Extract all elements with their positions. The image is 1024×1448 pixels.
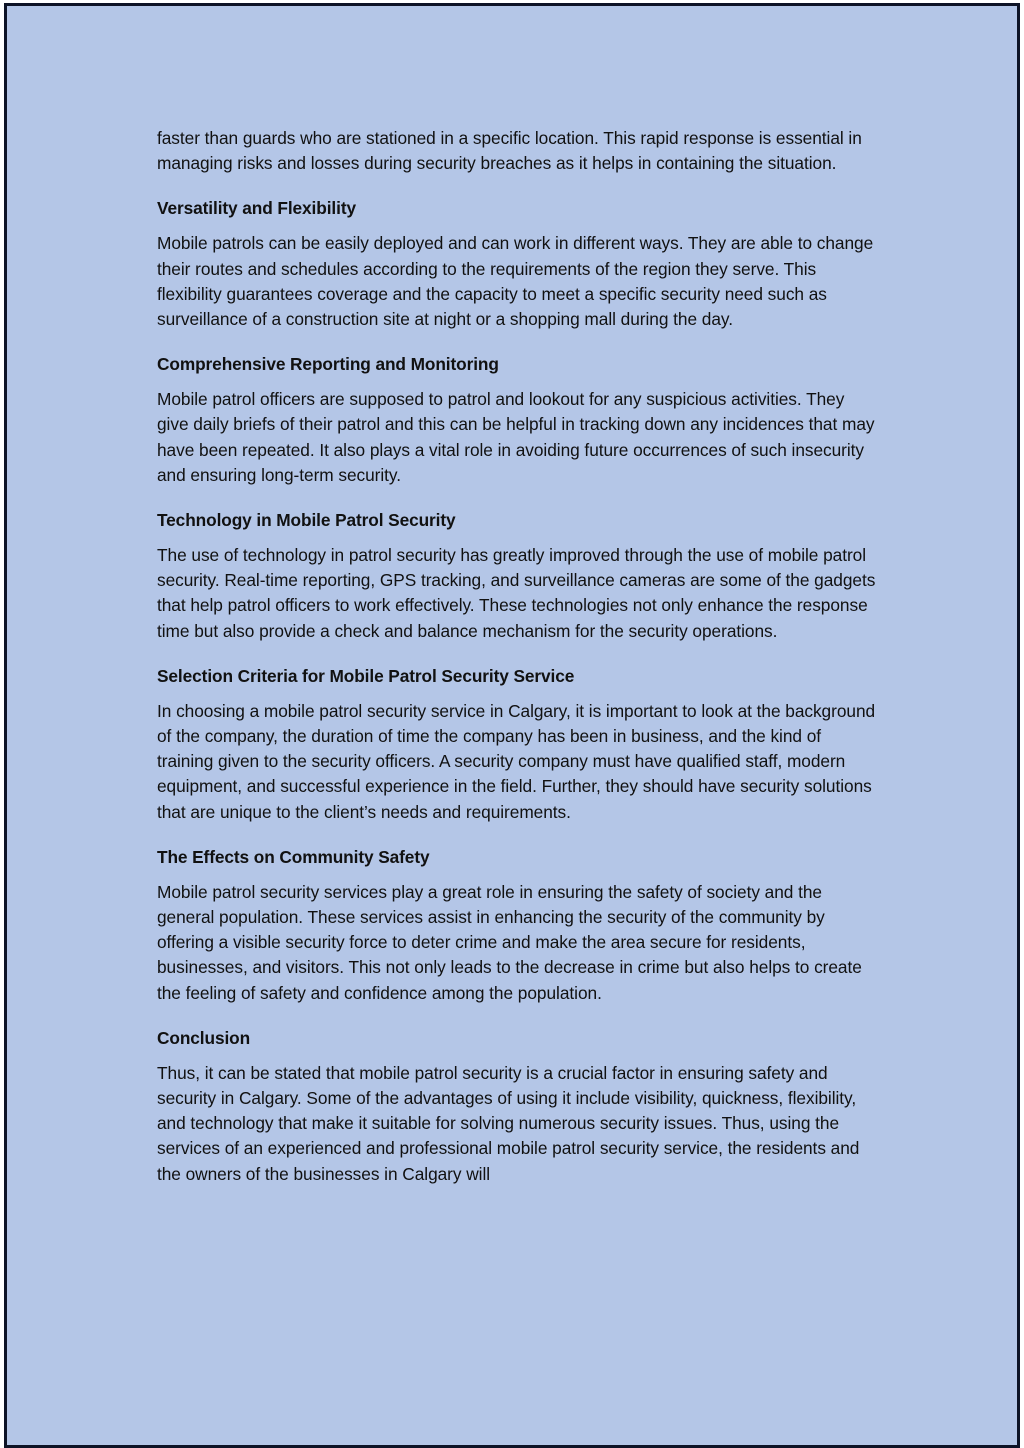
section-body-versatility: Mobile patrols can be easily deployed and can work in different ways. They are able to change their routes and schedules according to the requirements of the region they serve. This flexibility guarantees coverage and the capacity to meet a specific security need such as surveillance of a construction site at night or a shopping mall during the day. <box>157 233 874 330</box>
section-body-selection-criteria: In choosing a mobile patrol security service in Calgary, it is important to look at the background of the company, the duration of time the company has been in business, and the kind of training given to the security officers. A security company must have qualified staff, modern equipment, and successful experience in the field. Further, they should have security solutions that are unique to the client’s needs and requirements. <box>157 700 876 822</box>
section-heading-conclusion: Conclusion <box>157 1027 251 1048</box>
section-heading-reporting: Comprehensive Reporting and Monitoring <box>157 354 499 375</box>
section-body-reporting: Mobile patrol officers are supposed to patrol and lookout for any suspicious activities. They give daily briefs of their patrol and this can be helpful in tracking down any incidences that may have been repeated. It also plays a vital role in avoiding future occurrences of such insecurity and ensuring long-term security. <box>157 389 875 485</box>
section-heading-community-safety: The Effects on Community Safety <box>157 846 430 867</box>
section-heading-versatility: Versatility and Flexibility <box>157 198 356 219</box>
section-body-community-safety: Mobile patrol security services play a great role in ensuring the safety of society and the general population. These services assist in enhancing the security of the community by offering a visible security force to deter crime and make the area secure for residents, businesses, and visitors. This not only leads to the decrease in crime but also helps to create the feeling of safety and confidence among the population. <box>157 881 862 1003</box>
section-body-technology: The use of technology in patrol security has greatly improved through the use of mobile patrol security. Real-time reporting, GPS tracking, and surveillance cameras are some of the gadgets that help patrol officers to work effectively. These technologies not only enhance the response time but also provide a check and balance mechanism for the security operations. <box>157 545 876 641</box>
section-heading-technology: Technology in Mobile Patrol Security <box>157 510 456 531</box>
intro-paragraph: faster than guards who are stationed in a specific location. This rapid response is essential in managing risks and losses during security breaches as it helps in containing the situation. <box>157 128 862 174</box>
document-body <box>157 126 877 1187</box>
document-page <box>4 3 1020 1448</box>
section-body-conclusion: Thus, it can be stated that mobile patrol security is a crucial factor in ensuring safety and security in Calgary. Some of the advantages of using it include visibility, quickness, flexibility, and technology that make it suitable for solving numerous security issues. Thus, using the services of an experienced and professional mobile patrol security service, the residents and the owners of the businesses in Calgary will <box>157 1062 860 1184</box>
section-heading-selection-criteria: Selection Criteria for Mobile Patrol Security Service <box>157 665 575 686</box>
